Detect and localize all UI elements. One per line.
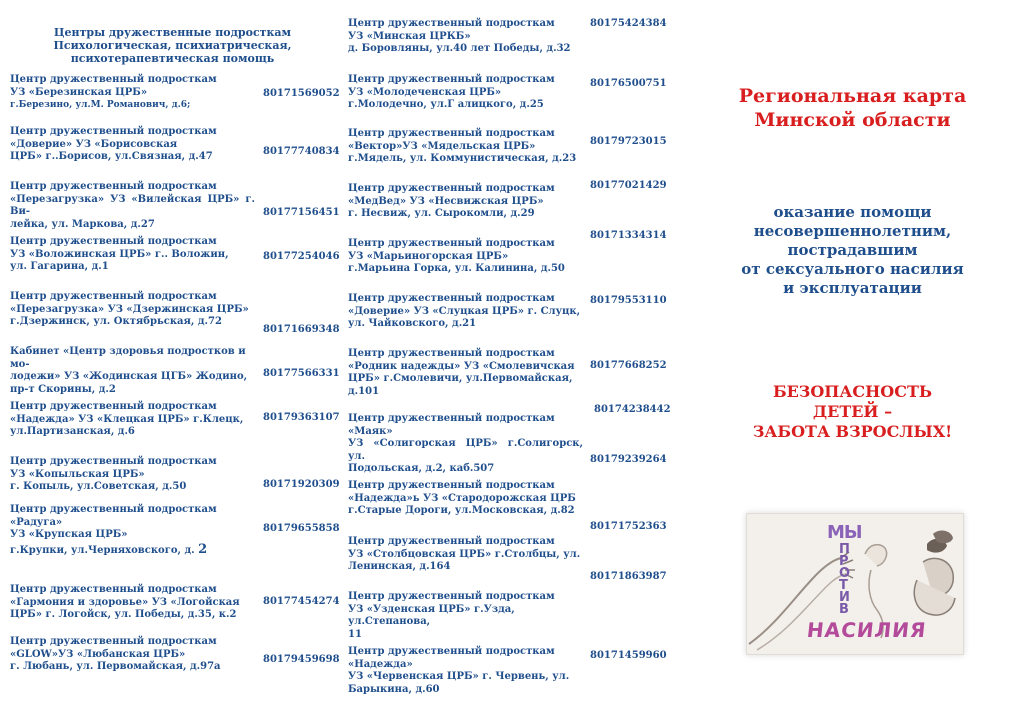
subtitle-line: и эксплуатации	[783, 279, 922, 297]
subtitle-line: от сексуального насилия	[741, 260, 964, 278]
center-name	[10, 456, 255, 494]
phone-number[interactable]: 80179655858	[263, 523, 340, 534]
center-entry	[10, 504, 340, 564]
entry-line: «Доверие» УЗ «Борисовская	[10, 138, 178, 150]
entry-line: 11	[348, 628, 362, 640]
center-name	[348, 348, 583, 398]
entry-line: «Гармония и здоровье» УЗ «Логойская	[10, 596, 240, 608]
entry-line: г.Молодечно, ул.Г алицкого, д.25	[348, 99, 544, 110]
phone-number[interactable]: 80171569052	[263, 88, 340, 99]
entry-line: «Радуга»	[10, 516, 63, 528]
center-entry	[348, 646, 673, 701]
entry-line: Подольская, д.2, каб.507	[348, 463, 495, 474]
entry-line: «Доверие» УЗ «Слуцкая ЦРБ» г. Слуцк,	[348, 305, 581, 317]
center-name	[10, 504, 255, 557]
center-entry	[10, 636, 340, 681]
entry-line: лодежи» УЗ «Жодинская ЦГБ» Жодино,	[10, 371, 248, 382]
center-entry	[10, 456, 340, 501]
entry-line: г. Копыль, ул.Советская, д.50	[10, 481, 187, 492]
phone-number[interactable]: 80177454274	[263, 596, 340, 607]
phone-number[interactable]: 80179459698	[263, 654, 340, 665]
entry-line: УЗ «Березинская ЦРБ»	[10, 86, 148, 98]
entry-line: г.Старые Дороги, ул.Московская, д.82	[348, 505, 575, 516]
phone-number[interactable]: 80174238442	[594, 404, 671, 415]
slogan-line: ЗАБОТА ВЗРОСЛЫХ!	[752, 422, 953, 441]
entry-line: д.101	[348, 385, 380, 397]
entry-line: УЗ «Молодеченская ЦРБ»	[348, 86, 502, 98]
poster-word-nasiliya: НАСИЛИЯ	[805, 618, 928, 642]
entry-line: Центр дружественный подросткам	[10, 584, 217, 595]
entry-line: Центр дружественный подросткам	[348, 480, 555, 491]
phone-number[interactable]: 80171669348	[263, 324, 340, 335]
center-entry	[348, 293, 673, 338]
center-name	[10, 291, 255, 329]
entry-line: Центр дружественный подросткам	[10, 636, 217, 647]
phone-number[interactable]: 80171752363	[590, 521, 667, 532]
phone-number[interactable]: 80171920309	[263, 479, 340, 490]
phone-number[interactable]: 80179723015	[590, 136, 667, 147]
entry-line: Центр дружественный подросткам	[348, 646, 555, 657]
phone-number[interactable]: 80171459960	[590, 650, 667, 661]
center-entry	[348, 348, 673, 403]
phone-number[interactable]: 80177254046	[263, 251, 340, 262]
entry-line: Центр дружественный подросткам	[348, 293, 555, 304]
left-header-line: психотерапевтическая помощь	[70, 52, 275, 65]
left-header-line: Центры дружественные подросткам	[53, 26, 292, 39]
phone-number[interactable]: 80175424384	[590, 18, 667, 29]
center-name	[10, 74, 255, 112]
entry-line: ул.Партизанская, д.6	[10, 426, 135, 437]
slogan-line: БЕЗОПАСНОСТЬ	[772, 382, 933, 401]
center-entry	[10, 74, 340, 119]
center-entry	[10, 291, 340, 341]
center-name	[348, 413, 583, 476]
center-entry	[10, 181, 340, 230]
brochure-title	[690, 84, 1015, 132]
entry-line: Кабинет «Центр здоровья подростков и мо-	[10, 346, 246, 370]
entry-line: Центр дружественный подросткам	[10, 181, 217, 192]
entry-line: «Перезагрузка» УЗ «Вилейская ЦРБ» г. Ви-	[10, 193, 255, 217]
entry-line: УЗ «Червенская ЦРБ» г. Червень, ул.	[348, 671, 570, 682]
entry-line: Центр дружественный подросткам	[348, 18, 555, 29]
phone-number[interactable]: 80179363107	[263, 412, 340, 423]
entry-line: Центр дружественный подросткам	[348, 183, 555, 194]
center-name	[348, 293, 583, 331]
entry-line: УЗ «Солигорская ЦРБ» г.Солигорск, ул.	[348, 438, 583, 462]
slogan	[690, 382, 1015, 442]
center-entry	[348, 571, 673, 640]
center-entry	[348, 180, 673, 228]
entry-line: Ленинская, д.164	[348, 561, 451, 572]
center-name	[10, 126, 255, 164]
brochure-subtitle	[690, 203, 1015, 298]
entry-line: Центр дружественный подросткам	[10, 401, 217, 412]
entry-line: Центр дружественный подросткам	[348, 238, 555, 249]
phone-number[interactable]: 80177566331	[263, 368, 340, 379]
entry-line: пр-т Скорины, д.2	[10, 383, 116, 395]
center-entry	[348, 18, 673, 63]
entry-line: ЦРБ» г.Смолевичи, ул.Первомайская,	[348, 373, 573, 384]
entry-line: ЦРБ» г..Борисов, ул.Связная, д.47	[10, 151, 213, 162]
phone-number[interactable]: 80179239264	[590, 454, 667, 465]
entry-line: Центр дружественный подросткам	[348, 591, 555, 602]
entry-line: УЗ «Воложинская ЦРБ» г.. Воложин,	[10, 248, 229, 260]
entry-line: УЗ «Копыльская ЦРБ»	[10, 468, 145, 480]
entry-line-text: г.Крупки, ул.Черняховского, д.	[10, 544, 195, 556]
center-name	[10, 236, 255, 274]
entry-line: «Надежда»	[348, 658, 413, 670]
entry-line: «Перезагрузка» УЗ «Дзержинская ЦРБ»	[10, 303, 249, 315]
entry-line: г.Дзержинск, ул. Октябрьская, д.72	[10, 316, 222, 327]
title-line: Минской области	[754, 109, 951, 131]
entry-line-number: 2	[198, 541, 208, 557]
entry-line: «GLOW»УЗ «Любанская ЦРБ»	[10, 648, 186, 660]
poster-illustration	[746, 513, 964, 655]
entry-line: ул. Гагарина, д.1	[10, 261, 109, 272]
center-name	[10, 401, 255, 439]
entry-line: «Надежда»ь УЗ «Стародорожская ЦРБ	[348, 492, 576, 504]
center-entry	[10, 126, 340, 171]
entry-line: УЗ «Столбцовская ЦРБ» г.Столбцы, ул.	[348, 548, 581, 560]
center-name	[348, 591, 583, 641]
center-name	[348, 128, 583, 166]
poster-word-my: МЫ	[827, 522, 862, 543]
center-name	[348, 646, 583, 696]
center-entry	[348, 128, 673, 173]
entry-line: Центр дружественный подросткам	[10, 74, 217, 85]
entry-line: УЗ «Узденская ЦРБ» г.Узда, ул.Степанова,	[348, 603, 515, 627]
entry-line: г. Несвиж, ул. Сырокомли, д.29	[348, 208, 535, 219]
phone-number[interactable]: 80177740834	[263, 146, 340, 157]
entry-line: УЗ «Крупская ЦРБ»	[10, 529, 128, 540]
left-header	[10, 26, 335, 70]
center-entry	[10, 346, 340, 395]
subtitle-line: оказание помощи	[773, 203, 932, 221]
center-entry	[348, 230, 673, 283]
entry-line	[10, 541, 255, 558]
center-name	[348, 238, 583, 276]
center-name	[10, 584, 255, 622]
center-name	[348, 536, 583, 574]
slogan-line: ДЕТЕЙ –	[812, 402, 893, 421]
center-entry	[10, 236, 340, 281]
entry-line: Центр дружественный подросткам	[10, 504, 217, 515]
entry-line: УЗ «Марьиногорская ЦРБ»	[348, 250, 509, 262]
entry-line: лейка, ул. Маркова, д.27	[10, 218, 155, 230]
phone-number[interactable]: 80171863987	[590, 571, 667, 582]
center-name	[348, 74, 583, 112]
left-column	[10, 0, 340, 672]
phone-number[interactable]: 80177021429	[590, 180, 667, 191]
entry-line: Центр дружественный подросткам	[348, 413, 555, 424]
entry-line: г.Мядель, ул. Коммунистическая, д.23	[348, 153, 577, 164]
subtitle-line: несовершеннолетним,	[753, 222, 952, 240]
center-name	[348, 480, 583, 518]
entry-line: Центр дружественный подросткам	[10, 291, 217, 302]
entry-line: «МедВед» УЗ «Несвижская ЦРБ»	[348, 195, 544, 207]
entry-line: г.Березино, ул.М. Романович, д.6;	[10, 100, 191, 110]
entry-line: Центр дружественный подросткам	[10, 456, 217, 467]
phone-number[interactable]: 80179553110	[590, 295, 667, 306]
entry-line: «Вектор»УЗ «Мядельская ЦРБ»	[348, 140, 536, 152]
poster-word-protiv: ПРОТИВ	[839, 542, 851, 617]
entry-line: ЦРБ» г. Логойск, ул. Победы, д.35, к.2	[10, 609, 237, 620]
center-name	[10, 636, 255, 674]
entry-line: Центр дружественный подросткам	[10, 236, 217, 247]
entry-line: Центр дружественный подросткам	[348, 128, 555, 139]
phone-number[interactable]: 80176500751	[590, 78, 667, 89]
entry-line: ул. Чайковского, д.21	[348, 318, 477, 329]
left-header-line: Психологическая, психиатрическая,	[53, 39, 292, 52]
entry-line: Центр дружественный подросткам	[10, 126, 217, 137]
entry-line: «Маяк»	[348, 425, 393, 437]
entry-line: «Родник надежды» УЗ «Смолевичская	[348, 360, 575, 372]
center-entry	[348, 74, 673, 119]
phone-number[interactable]: 80177156451	[263, 207, 340, 218]
center-entry	[10, 584, 340, 629]
entry-line: Центр дружественный подросткам	[348, 348, 555, 359]
center-entry	[10, 401, 340, 446]
right-column	[690, 0, 1015, 724]
entry-line: Центр дружественный подросткам	[348, 536, 555, 547]
entry-line: г.Марьина Горка, ул. Калинина, д.50	[348, 263, 565, 274]
phone-number[interactable]: 80177668252	[590, 360, 667, 371]
entry-line: г. Любань, ул. Первомайская, д.97а	[10, 661, 221, 672]
center-name	[10, 181, 255, 231]
entry-line: УЗ «Минская ЦРКБ»	[348, 30, 471, 42]
phone-number[interactable]: 80171334314	[590, 230, 667, 241]
title-line: Региональная карта	[738, 85, 967, 107]
entry-line: Центр дружественный подросткам	[348, 74, 555, 85]
entry-line: Барыкина, д.60	[348, 683, 440, 695]
center-name	[348, 18, 583, 56]
entry-line: «Надежда» УЗ «Клецкая ЦРБ» г.Клецк,	[10, 413, 244, 425]
center-name	[348, 183, 583, 221]
subtitle-line: пострадавшим	[787, 241, 918, 259]
center-name	[10, 346, 255, 396]
entry-line: д. Боровляны, ул.40 лет Победы, д.32	[348, 43, 571, 54]
